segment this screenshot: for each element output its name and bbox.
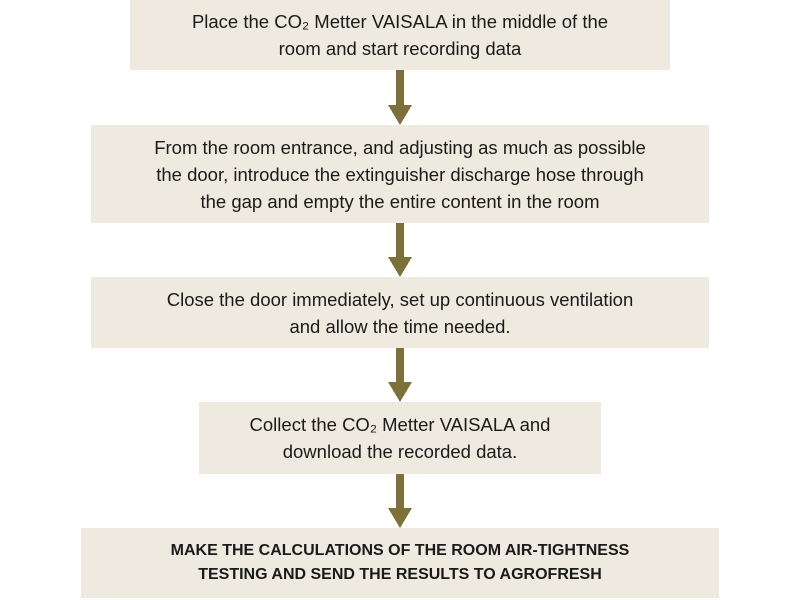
step-text xyxy=(167,286,634,340)
step-text xyxy=(250,411,551,465)
down-arrow-icon xyxy=(388,348,412,402)
step-text xyxy=(154,134,646,215)
step-line: MAKE THE CALCULATIONS OF THE ROOM AIR-TIGHTNESS xyxy=(170,542,630,559)
step-line: and allow the time needed. xyxy=(289,315,511,337)
step-line: the door, introduce the extinguisher discharge hose through xyxy=(156,163,644,185)
down-arrow-icon xyxy=(388,70,412,125)
step-text xyxy=(192,8,608,62)
step-close-door xyxy=(91,277,709,348)
step-line: download the recorded data. xyxy=(282,441,518,462)
down-arrow-icon xyxy=(388,474,412,528)
down-arrow-icon xyxy=(388,223,412,277)
step-line: Place the CO₂ Metter VAISALA in the middle of the xyxy=(191,11,609,32)
step-text xyxy=(171,539,630,587)
step-line: the gap and empty the entire content in the room xyxy=(200,190,600,212)
step-calculations xyxy=(81,528,719,598)
step-line: From the room entrance, and adjusting as much as possible xyxy=(154,136,646,158)
step-discharge-extinguisher xyxy=(91,125,709,223)
step-line: room and start recording data xyxy=(278,38,522,59)
step-line: TESTING AND SEND THE RESULTS TO AGROFRESH xyxy=(198,566,602,583)
step-line: Collect the CO₂ Metter VAISALA and xyxy=(249,414,551,435)
step-line: Close the door immediately, set up continuous ventilation xyxy=(166,288,634,310)
step-place-co2-meter xyxy=(130,0,670,70)
step-collect-meter xyxy=(199,402,601,474)
